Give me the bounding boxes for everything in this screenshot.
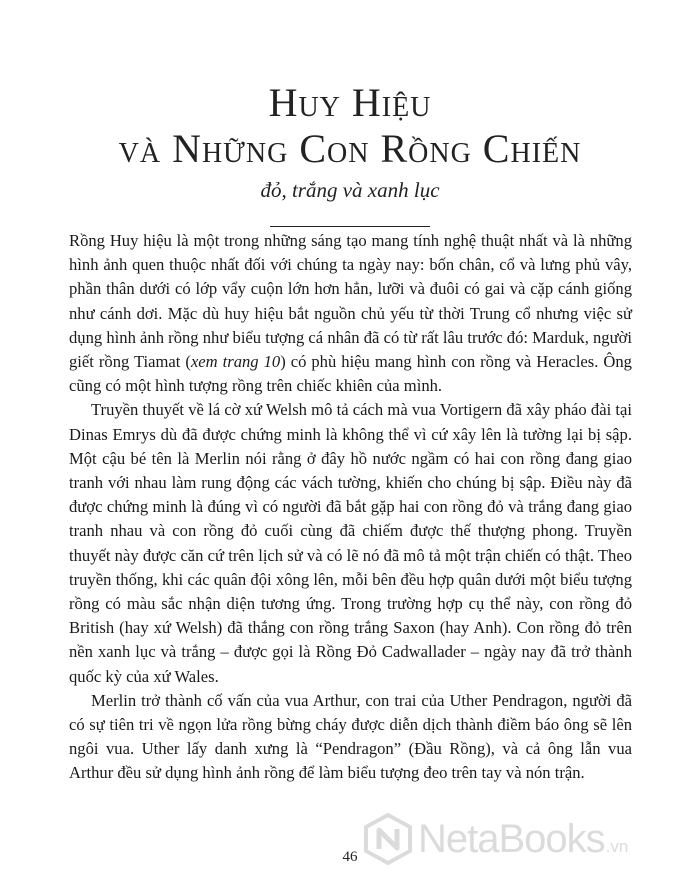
paragraph-1-text-b: ) có phù hiệu mang hình con rồng và Heracles. Ông cũng có một hình tượng rồng trên chiếc khiên của mình. (69, 352, 632, 396)
watermark-brand (418, 817, 628, 862)
chapter-heading (0, 80, 700, 227)
page-number: 46 (342, 849, 358, 865)
paragraph-2: Truyền thuyết về lá cờ xứ Welsh mô tả cách mà vua Vortigern đã xây pháo đài tại Dinas Emrys dù đã được chứng minh là không thể vì cứ xây lên là tường lại bị sập. Một cậu bé tên là Merlin nói rằng ở đây hồ nước ngầm có hai con rồng đang giao tranh với nhau làm rung động các vách tường, khiến cho chúng bị sập. Điều này đã được chứng minh là đúng vì có người đã bắt gặp hai con rồng đỏ và trắng đang giao tranh nhau và con rồng đỏ cuối cùng đã chiếm được thế thượng phong. Truyền thuyết này được căn cứ trên lịch sử và có lẽ nó đã mô tả một trận chiến có thật. Theo truyền thống, khi các quân đội xông lên, mỗi bên đều hợp quân dưới một biểu tượng rồng có màu sắc nhận diện tương ứng. Trong trường hợp cụ thể này, con rồng đỏ British (hay xứ Welsh) đã thắng con rồng trắng Saxon (hay Anh). Con rồng đỏ trên nền xanh lục và trắng – được gọi là Rồng Đỏ Cadwallader – ngày nay đã trở thành quốc kỳ của xứ Wales. (69, 400, 632, 686)
body-text (69, 229, 632, 786)
paragraph-1-text-a: Rồng Huy hiệu là một trong những sáng tạo mang tính nghệ thuật nhất và là những hình ảnh quen thuộc nhất đối với chúng ta ngày nay: bốn chân, cổ và lưng phủ vây, phần thân dưới có lớp vẩy cuộn lớn hơn hẳn, lưỡi và đuôi có gai và cặp cánh giống như cánh dơi. Mặc dù huy hiệu bắt nguồn chủ yếu từ thời Trung cổ nhưng việc sử dụng hình ảnh rồng như biểu tượng cá nhân đã có từ rất lâu trước đó: Marduk, người giết rồng Tiamat ( (69, 231, 632, 372)
paragraph-3: Merlin trở thành cố vấn của vua Arthur, con trai của Uther Pendragon, người đã có sự tiên tri về ngọn lửa rồng bừng cháy được diễn dịch thành điềm báo ông sẽ lên ngôi vua. Uther lấy danh xưng là “Pendragon” (Đầu Rồng), và cả ông lẫn vua Arthur đều sử dụng hình ảnh rồng để làm biểu tượng đeo trên tay và nón trận. (69, 690, 632, 783)
cross-reference: xem trang 10 (190, 352, 281, 372)
chapter-title-line-2: và Những Con Rồng Chiến (118, 126, 582, 171)
chapter-title-line-1: Huy Hiệu (268, 80, 432, 125)
watermark-domain: .vn (605, 836, 629, 856)
title-divider (270, 226, 430, 227)
watermark-brand-name: NetaBooks (418, 816, 605, 861)
paragraph-1 (69, 229, 632, 398)
netabooks-logo-icon (362, 813, 414, 865)
watermark (362, 806, 692, 872)
chapter-subtitle: đỏ, trắng và xanh lục (260, 178, 440, 202)
